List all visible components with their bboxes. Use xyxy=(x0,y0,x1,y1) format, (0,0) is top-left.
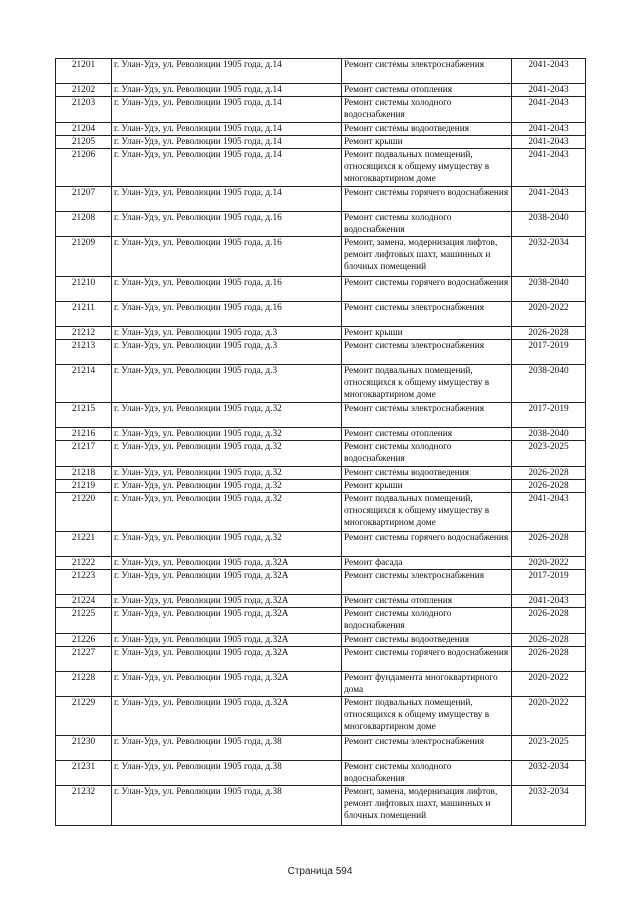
row-number: 21207 xyxy=(56,187,112,212)
table-row xyxy=(56,212,586,237)
row-address: г. Улан-Удэ, ул. Революции 1905 года, д.14 xyxy=(112,123,342,136)
row-work-type: Ремонт системы отопления xyxy=(342,84,512,97)
table-row xyxy=(56,59,586,84)
table-row xyxy=(56,608,586,634)
page-number: Страница 594 xyxy=(287,866,353,877)
row-work-type: Ремонт крыши xyxy=(342,136,512,149)
row-period: 2026-2028 xyxy=(512,480,586,493)
row-period: 2026-2028 xyxy=(512,634,586,647)
row-period: 2041-2043 xyxy=(512,97,586,123)
row-period: 2041-2043 xyxy=(512,123,586,136)
row-number: 21229 xyxy=(56,697,112,736)
row-period: 2041-2043 xyxy=(512,187,586,212)
row-number: 21210 xyxy=(56,277,112,302)
row-address: г. Улан-Удэ, ул. Революции 1905 года, д.14 xyxy=(112,187,342,212)
row-address: г. Улан-Удэ, ул. Революции 1905 года, д.32 xyxy=(112,493,342,532)
table-row xyxy=(56,557,586,570)
row-address: г. Улан-Удэ, ул. Революции 1905 года, д.14 xyxy=(112,59,342,84)
row-work-type: Ремонт системы горячего водоснабжения xyxy=(342,532,512,557)
row-address: г. Улан-Удэ, ул. Революции 1905 года, д.32 xyxy=(112,467,342,480)
row-number: 21205 xyxy=(56,136,112,149)
row-work-type: Ремонт системы электроснабжения xyxy=(342,736,512,761)
row-period: 2026-2028 xyxy=(512,327,586,340)
table-row xyxy=(56,123,586,136)
row-work-type: Ремонт подвальных помещений, относящихся к общему имуществу в многоквартирном доме xyxy=(342,149,512,187)
row-work-type: Ремонт системы холодного водоснабжения xyxy=(342,97,512,123)
table-row xyxy=(56,365,586,403)
row-work-type: Ремонт подвальных помещений, относящихся к общему имуществу в многоквартирном доме xyxy=(342,365,512,403)
row-number: 21231 xyxy=(56,761,112,786)
row-address: г. Улан-Удэ, ул. Революции 1905 года, д.3 xyxy=(112,365,342,403)
table-row xyxy=(56,480,586,493)
row-period: 2038-2040 xyxy=(512,277,586,302)
table-row xyxy=(56,532,586,557)
row-address: г. Улан-Удэ, ул. Революции 1905 года, д.3 xyxy=(112,327,342,340)
row-period: 2026-2028 xyxy=(512,608,586,634)
row-address: г. Улан-Удэ, ул. Революции 1905 года, д.38 xyxy=(112,786,342,826)
row-address: г. Улан-Удэ, ул. Революции 1905 года, д.32А xyxy=(112,647,342,672)
row-period: 2041-2043 xyxy=(512,136,586,149)
row-work-type: Ремонт системы горячего водоснабжения xyxy=(342,277,512,302)
row-number: 21204 xyxy=(56,123,112,136)
row-work-type: Ремонт крыши xyxy=(342,327,512,340)
row-number: 21214 xyxy=(56,365,112,403)
row-number: 21222 xyxy=(56,557,112,570)
row-number: 21209 xyxy=(56,237,112,277)
row-period: 2041-2043 xyxy=(512,59,586,84)
row-work-type: Ремонт системы электроснабжения xyxy=(342,403,512,428)
row-work-type: Ремонт системы горячего водоснабжения xyxy=(342,647,512,672)
table-row xyxy=(56,403,586,428)
row-work-type: Ремонт крыши xyxy=(342,480,512,493)
row-period: 2017-2019 xyxy=(512,570,586,595)
table-row xyxy=(56,595,586,608)
row-number: 21221 xyxy=(56,532,112,557)
row-period: 2032-2034 xyxy=(512,237,586,277)
row-address: г. Улан-Удэ, ул. Революции 1905 года, д.14 xyxy=(112,84,342,97)
row-address: г. Улан-Удэ, ул. Революции 1905 года, д.14 xyxy=(112,149,342,187)
row-period: 2041-2043 xyxy=(512,149,586,187)
row-period: 2041-2043 xyxy=(512,595,586,608)
repair-schedule-table xyxy=(55,58,586,826)
row-address: г. Улан-Удэ, ул. Революции 1905 года, д.32 xyxy=(112,532,342,557)
row-work-type: Ремонт системы отопления xyxy=(342,428,512,441)
row-work-type: Ремонт системы отопления xyxy=(342,595,512,608)
row-address: г. Улан-Удэ, ул. Революции 1905 года, д.38 xyxy=(112,761,342,786)
table-row xyxy=(56,441,586,467)
table-row xyxy=(56,237,586,277)
table-row xyxy=(56,340,586,365)
row-period: 2017-2019 xyxy=(512,340,586,365)
table-row xyxy=(56,493,586,532)
row-address: г. Улан-Удэ, ул. Революции 1905 года, д.32А xyxy=(112,570,342,595)
row-number: 21219 xyxy=(56,480,112,493)
row-work-type: Ремонт системы водоотведения xyxy=(342,634,512,647)
row-number: 21218 xyxy=(56,467,112,480)
row-address: г. Улан-Удэ, ул. Революции 1905 года, д.16 xyxy=(112,212,342,237)
table-row xyxy=(56,84,586,97)
row-number: 21217 xyxy=(56,441,112,467)
row-address: г. Улан-Удэ, ул. Революции 1905 года, д.38 xyxy=(112,736,342,761)
row-period: 2023-2025 xyxy=(512,441,586,467)
table-body xyxy=(56,59,586,826)
row-period: 2041-2043 xyxy=(512,84,586,97)
table-row xyxy=(56,136,586,149)
table-row xyxy=(56,786,586,826)
row-period: 2038-2040 xyxy=(512,428,586,441)
row-period: 2038-2040 xyxy=(512,212,586,237)
row-work-type: Ремонт системы электроснабжения xyxy=(342,570,512,595)
row-address: г. Улан-Удэ, ул. Революции 1905 года, д.14 xyxy=(112,97,342,123)
row-period: 2023-2025 xyxy=(512,736,586,761)
row-number: 21230 xyxy=(56,736,112,761)
row-number: 21208 xyxy=(56,212,112,237)
row-address: г. Улан-Удэ, ул. Революции 1905 года, д.3 xyxy=(112,340,342,365)
row-work-type: Ремонт системы холодного водоснабжения xyxy=(342,761,512,786)
table-row xyxy=(56,672,586,697)
row-address: г. Улан-Удэ, ул. Революции 1905 года, д.32А xyxy=(112,634,342,647)
row-period: 2017-2019 xyxy=(512,403,586,428)
row-address: г. Улан-Удэ, ул. Революции 1905 года, д.32 xyxy=(112,403,342,428)
row-work-type: Ремонт системы холодного водоснабжения xyxy=(342,608,512,634)
row-work-type: Ремонт системы электроснабжения xyxy=(342,302,512,327)
table-row xyxy=(56,467,586,480)
row-number: 21213 xyxy=(56,340,112,365)
row-address: г. Улан-Удэ, ул. Революции 1905 года, д.32А xyxy=(112,608,342,634)
row-number: 21215 xyxy=(56,403,112,428)
row-work-type: Ремонт системы электроснабжения xyxy=(342,59,512,84)
row-address: г. Улан-Удэ, ул. Революции 1905 года, д.32А xyxy=(112,672,342,697)
row-number: 21211 xyxy=(56,302,112,327)
row-number: 21225 xyxy=(56,608,112,634)
row-work-type: Ремонт системы водоотведения xyxy=(342,123,512,136)
row-number: 21203 xyxy=(56,97,112,123)
row-work-type: Ремонт, замена, модернизация лифтов, ремонт лифтовых шахт, машинных и блочных помещений xyxy=(342,786,512,826)
row-work-type: Ремонт фундамента многоквартирного дома xyxy=(342,672,512,697)
table-row xyxy=(56,97,586,123)
table-row xyxy=(56,634,586,647)
row-address: г. Улан-Удэ, ул. Революции 1905 года, д.32 xyxy=(112,428,342,441)
row-work-type: Ремонт фасада xyxy=(342,557,512,570)
table-row xyxy=(56,647,586,672)
row-number: 21226 xyxy=(56,634,112,647)
row-work-type: Ремонт системы электроснабжения xyxy=(342,340,512,365)
row-number: 21220 xyxy=(56,493,112,532)
row-address: г. Улан-Удэ, ул. Революции 1905 года, д.32А xyxy=(112,595,342,608)
row-address: г. Улан-Удэ, ул. Революции 1905 года, д.16 xyxy=(112,237,342,277)
row-address: г. Улан-Удэ, ул. Революции 1905 года, д.14 xyxy=(112,136,342,149)
row-number: 21201 xyxy=(56,59,112,84)
table-row xyxy=(56,149,586,187)
table-row xyxy=(56,327,586,340)
row-period: 2032-2034 xyxy=(512,761,586,786)
row-work-type: Ремонт системы горячего водоснабжения xyxy=(342,187,512,212)
row-number: 21232 xyxy=(56,786,112,826)
row-address: г. Улан-Удэ, ул. Революции 1905 года, д.16 xyxy=(112,277,342,302)
row-work-type: Ремонт подвальных помещений, относящихся к общему имуществу в многоквартирном доме xyxy=(342,493,512,532)
table-row xyxy=(56,570,586,595)
row-number: 21216 xyxy=(56,428,112,441)
row-period: 2038-2040 xyxy=(512,365,586,403)
row-period: 2026-2028 xyxy=(512,467,586,480)
row-address: г. Улан-Удэ, ул. Революции 1905 года, д.32 xyxy=(112,441,342,467)
row-address: г. Улан-Удэ, ул. Революции 1905 года, д.32А xyxy=(112,557,342,570)
row-number: 21223 xyxy=(56,570,112,595)
row-period: 2026-2028 xyxy=(512,532,586,557)
row-number: 21212 xyxy=(56,327,112,340)
row-period: 2020-2022 xyxy=(512,302,586,327)
row-period: 2026-2028 xyxy=(512,647,586,672)
row-number: 21202 xyxy=(56,84,112,97)
row-work-type: Ремонт системы холодного водоснабжения xyxy=(342,212,512,237)
table-row xyxy=(56,277,586,302)
row-work-type: Ремонт подвальных помещений, относящихся к общему имуществу в многоквартирном доме xyxy=(342,697,512,736)
table-row xyxy=(56,302,586,327)
row-number: 21227 xyxy=(56,647,112,672)
row-period: 2032-2034 xyxy=(512,786,586,826)
table-row xyxy=(56,187,586,212)
row-number: 21206 xyxy=(56,149,112,187)
table-row xyxy=(56,428,586,441)
row-address: г. Улан-Удэ, ул. Революции 1905 года, д.16 xyxy=(112,302,342,327)
row-work-type: Ремонт, замена, модернизация лифтов, ремонт лифтовых шахт, машинных и блочных помещений xyxy=(342,237,512,277)
table-row xyxy=(56,761,586,786)
row-number: 21224 xyxy=(56,595,112,608)
table-row xyxy=(56,697,586,736)
row-period: 2041-2043 xyxy=(512,493,586,532)
row-period: 2020-2022 xyxy=(512,672,586,697)
row-address: г. Улан-Удэ, ул. Революции 1905 года, д.32А xyxy=(112,697,342,736)
table-row xyxy=(56,736,586,761)
row-work-type: Ремонт системы водоотведения xyxy=(342,467,512,480)
row-address: г. Улан-Удэ, ул. Революции 1905 года, д.32 xyxy=(112,480,342,493)
row-work-type: Ремонт системы холодного водоснабжения xyxy=(342,441,512,467)
row-number: 21228 xyxy=(56,672,112,697)
row-period: 2020-2022 xyxy=(512,557,586,570)
row-period: 2020-2022 xyxy=(512,697,586,736)
